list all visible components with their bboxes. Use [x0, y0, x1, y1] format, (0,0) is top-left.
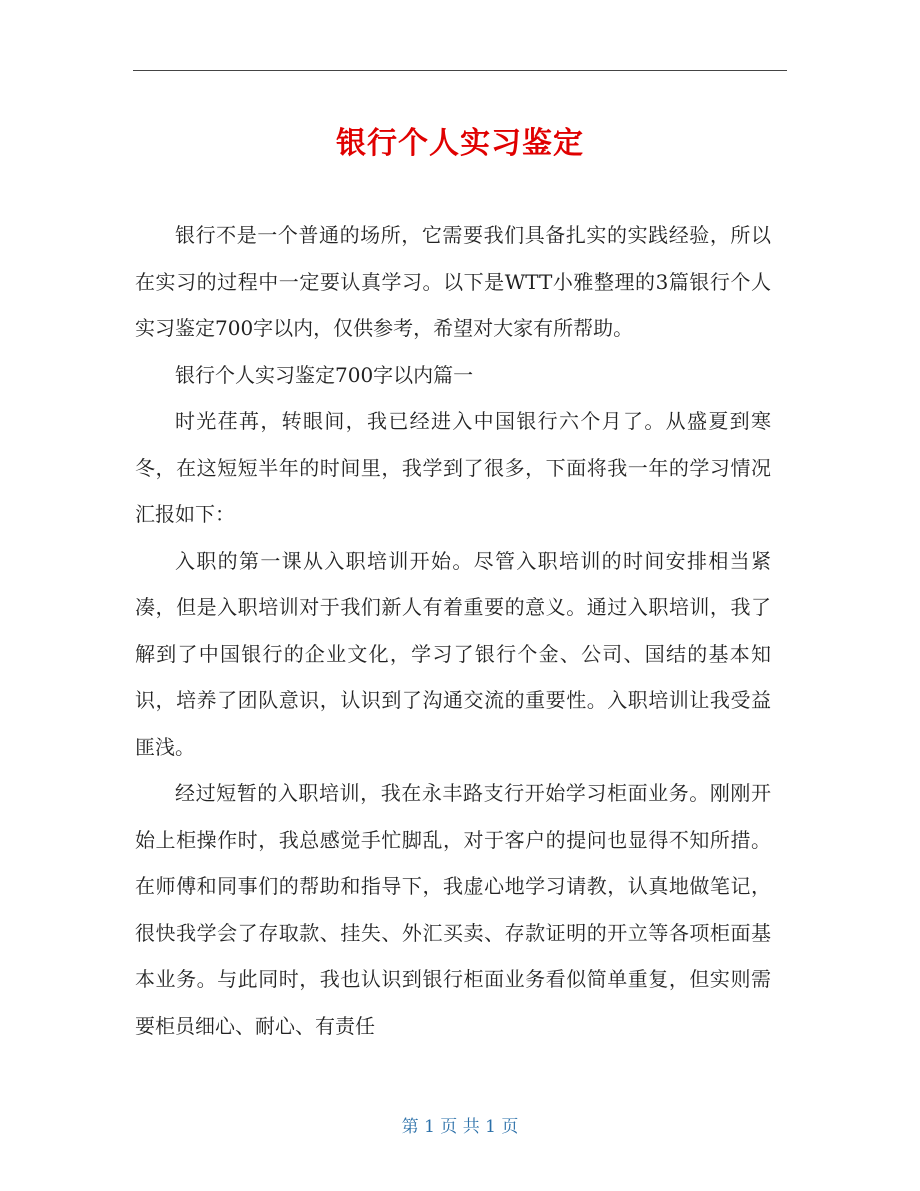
document-title: 银行个人实习鉴定 — [336, 126, 584, 161]
header-rule — [133, 70, 787, 71]
section-heading: 银行个人实习鉴定700字以内篇一 — [175, 362, 474, 387]
body-paragraph: 时光荏苒，转眼间，我已经进入中国银行六个月了。从盛夏到寒冬，在这短短半年的时间里，我学到了很多，下面将我一年的学习情况汇报如下： — [135, 409, 771, 526]
page-footer: 第 1 页 共 1 页 — [401, 1117, 519, 1137]
body-paragraph: 经过短暂的入职培训，我在永丰路支行开始学习柜面业务。刚刚开始上柜操作时，我总感觉手忙脚乱，对于客户的提问也显得不知所措。在师傅和同事们的帮助和指导下，我虚心地学习请教，认真地做笔记，很快我学会了存取款、挂失、外汇买卖、存款证明的开立等各项柜面基本业务。与此同时，我也认识到银行柜面业务看似简单重复，但实则需要柜员细心、耐心、有责任 — [135, 781, 771, 1038]
body-paragraph: 入职的第一课从入职培训开始。尽管入职培训的时间安排相当紧凑，但是入职培训对于我们新人有着重要的意义。通过入职培训，我了解到了中国银行的企业文化，学习了银行个金、公司、国结的基本知识，培养了团队意识，认识到了沟通交流的重要性。入职培训让我受益匪浅。 — [135, 548, 771, 759]
intro-paragraph: 银行不是一个普通的场所，它需要我们具备扎实的实践经验，所以在实习的过程中一定要认真学习。以下是WTT小雅整理的3篇银行个人实习鉴定700字以内，仅供参考，希望对大家有所帮助。 — [135, 223, 771, 340]
document-body — [135, 212, 771, 1049]
